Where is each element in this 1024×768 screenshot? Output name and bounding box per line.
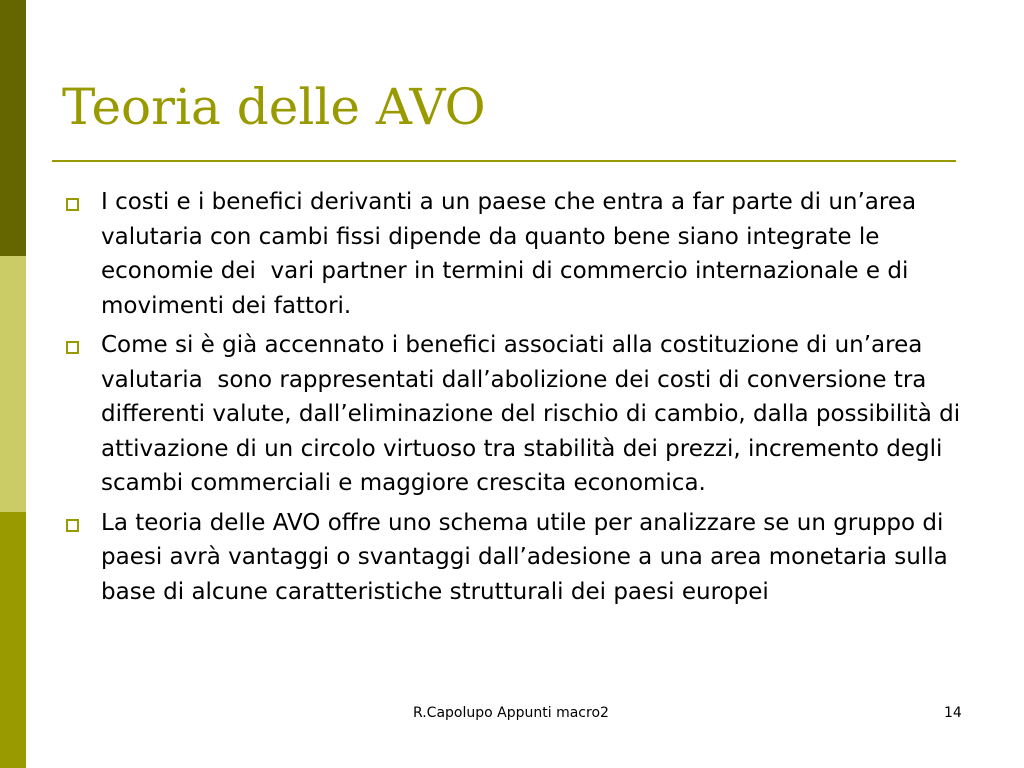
- square-bullet-icon: [66, 341, 79, 354]
- sidebar-band-dark: [0, 0, 26, 256]
- title-divider: [52, 160, 956, 162]
- square-bullet-icon: [66, 519, 79, 532]
- footer-text: R.Capolupo Appunti macro2: [413, 705, 609, 721]
- bullet-list: [63, 185, 968, 614]
- bullet-item: [63, 328, 968, 501]
- sidebar-band-olive: [0, 512, 26, 768]
- bullet-text: La teoria delle AVO offre uno schema utile per analizzare se un gruppo di paesi avrà vantaggi o svantaggi dall’adesione a una area monetaria sulla base di alcune caratteristiche strutturali dei paesi europei: [101, 509, 956, 605]
- square-bullet-icon: [66, 198, 79, 211]
- slide-title: Teoria delle AVO: [62, 78, 486, 136]
- page-number: 14: [944, 705, 962, 721]
- sidebar-band-light: [0, 256, 26, 512]
- bullet-text: I costi e i benefici derivanti a un paese che entra a far parte di un’area valutaria con cambi fissi dipende da quanto bene siano integrate le economie dei vari partner in termini di commercio internazionale e di movimenti dei fattori.: [101, 189, 924, 319]
- bullet-text: Come si è già accennato i benefici associati alla costituzione di un’area valutaria sono rappresentati dall’abolizione dei costi di conversione tra differenti valute, dall’eliminazione del rischio di cambio, dalla possibilità di attivazione di un circolo virtuoso tra stabilità dei prezzi, incremento degli scambi commerciali e maggiore crescita economica.: [101, 332, 968, 496]
- bullet-item: [63, 185, 968, 323]
- bullet-item: [63, 506, 968, 610]
